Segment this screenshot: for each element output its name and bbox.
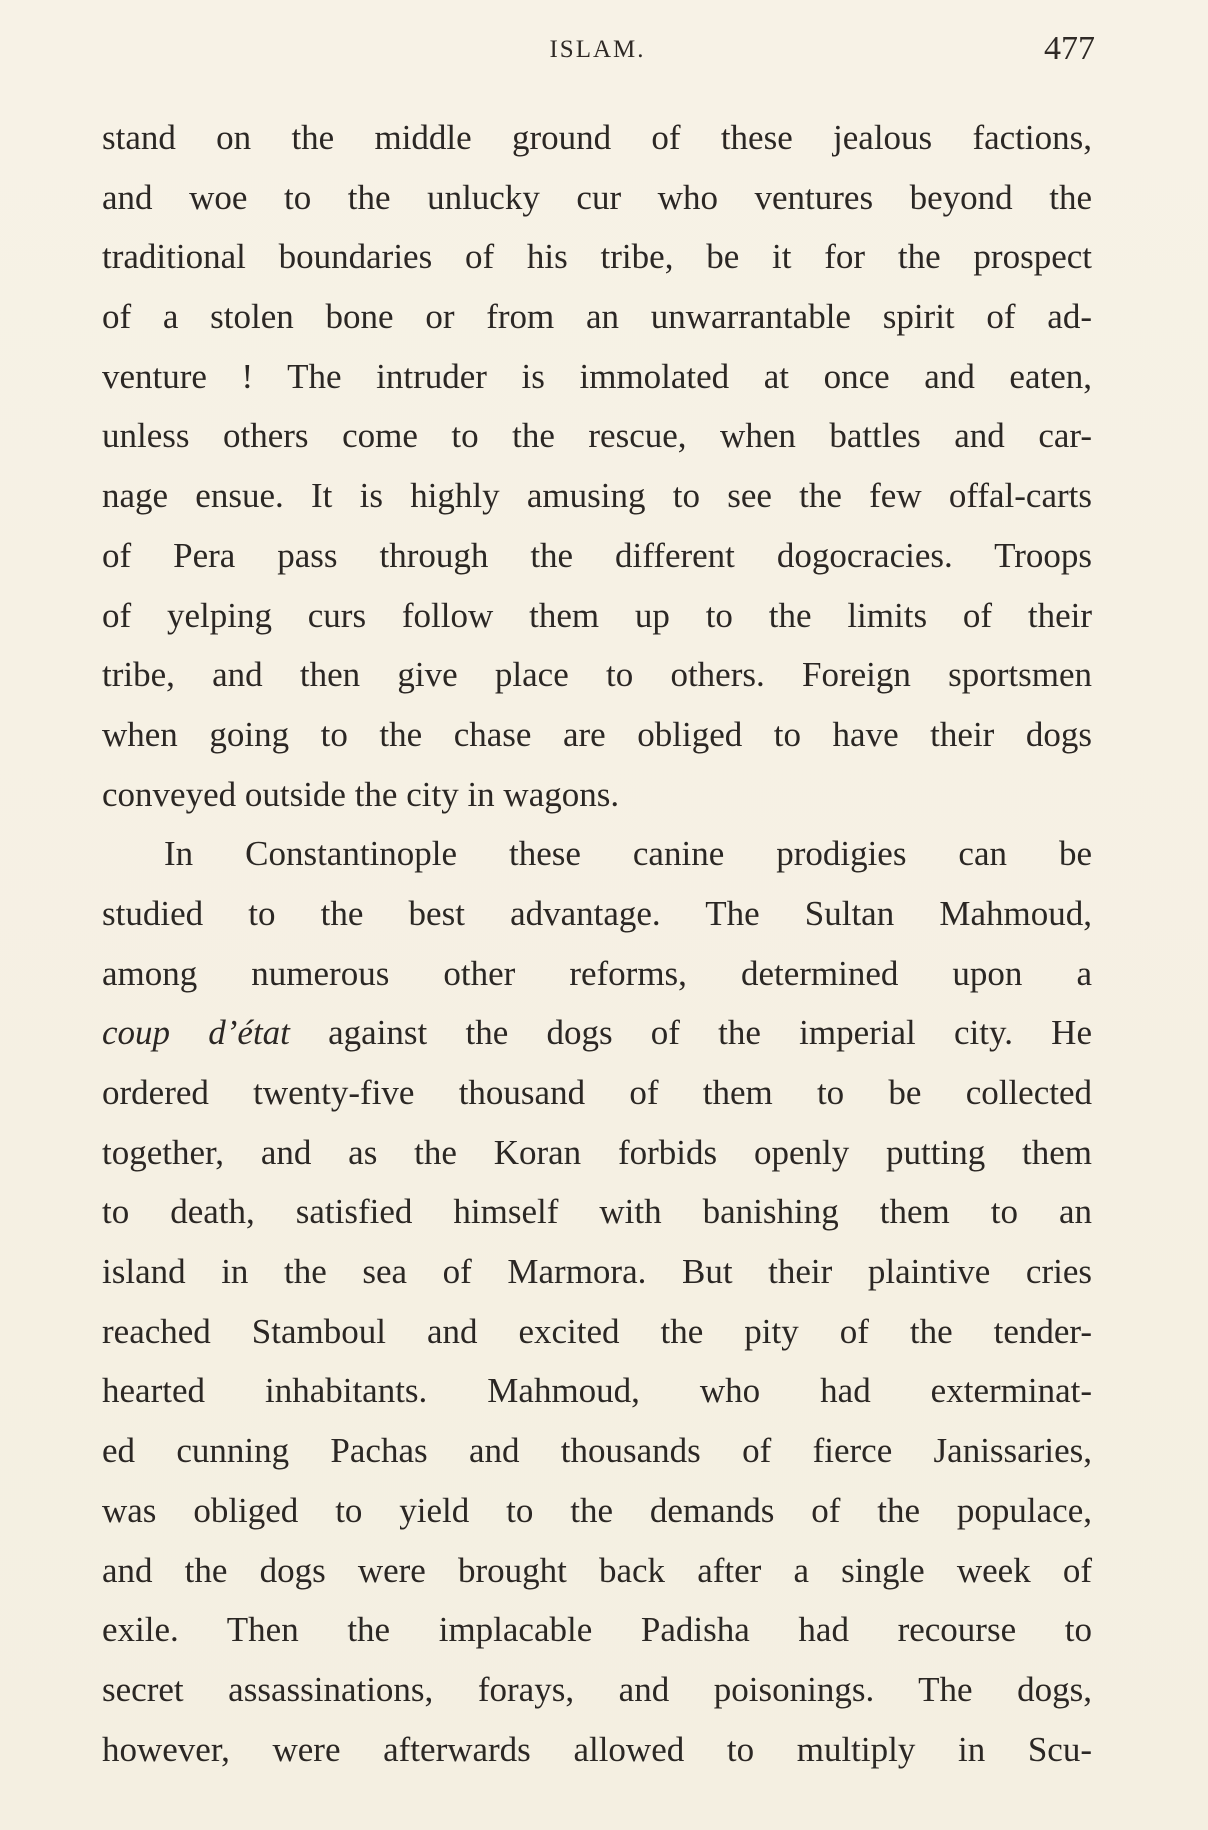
- text-line: nage ensue. It is highly amusing to see the few offal-carts: [102, 476, 1092, 516]
- text-line: reached Stamboul and excited the pity of the tender-: [102, 1311, 1092, 1351]
- paragraph: [102, 108, 1092, 824]
- running-head: ISLAM.: [549, 36, 646, 63]
- text-line: unless others come to the rescue, when battles and car-: [102, 416, 1092, 456]
- text-line-with-italic: [102, 1003, 1092, 1063]
- text-line: venture ! The intruder is immolated at once and eaten,: [102, 356, 1092, 396]
- italic-phrase: coup d’état: [102, 1013, 290, 1053]
- text-line: island in the sea of Marmora. But their plaintive cries: [102, 1252, 1092, 1292]
- text-line: traditional boundaries of his tribe, be it for the prospect: [102, 237, 1092, 277]
- text-line: of a stolen bone or from an unwarrantable spirit of ad-: [102, 297, 1092, 337]
- text-line: of Pera pass through the different dogocracies. Troops: [102, 535, 1092, 575]
- text-line: exile. Then the implacable Padisha had recourse to: [102, 1610, 1092, 1650]
- text-line: secret assassinations, forays, and poisonings. The dogs,: [102, 1669, 1092, 1709]
- text-line: of yelping curs follow them up to the limits of their: [102, 595, 1092, 635]
- text-line: tribe, and then give place to others. Foreign sportsmen: [102, 655, 1092, 695]
- text-line: was obliged to yield to the demands of the populace,: [102, 1490, 1092, 1530]
- text-line: when going to the chase are obliged to have their dogs: [102, 714, 1092, 754]
- text-line: ordered twenty-five thousand of them to be collected: [102, 1073, 1092, 1112]
- text-line: hearted inhabitants. Mahmoud, who had exterminat-: [102, 1371, 1092, 1411]
- text-line: among numerous other reforms, determined upon a: [102, 953, 1092, 993]
- text-line: together, and as the Koran forbids openly putting them: [102, 1132, 1092, 1172]
- text-line: to death, satisfied himself with banishing them to an: [102, 1192, 1092, 1232]
- text-line: studied to the best advantage. The Sultan Mahmoud,: [102, 893, 1092, 933]
- page-number: 477: [1044, 30, 1095, 67]
- text-line: however, were afterwards allowed to multiply in Scu-: [102, 1729, 1092, 1769]
- body-text: [102, 108, 1092, 1779]
- page-header: [100, 30, 1095, 74]
- text-line: and woe to the unlucky cur who ventures beyond the: [102, 177, 1092, 217]
- text-segment: against the dogs of the imperial city. He: [289, 1013, 1092, 1053]
- text-line: ed cunning Pachas and thousands of fierce Janissaries,: [102, 1431, 1092, 1471]
- text-line: conveyed outside the city in wagons.: [102, 774, 620, 814]
- text-line: and the dogs were brought back after a single week of: [102, 1550, 1092, 1590]
- text-line: In Constantinople these canine prodigies can be: [164, 834, 1092, 874]
- paragraph: [102, 824, 1092, 1779]
- text-line: stand on the middle ground of these jealous factions,: [102, 118, 1092, 157]
